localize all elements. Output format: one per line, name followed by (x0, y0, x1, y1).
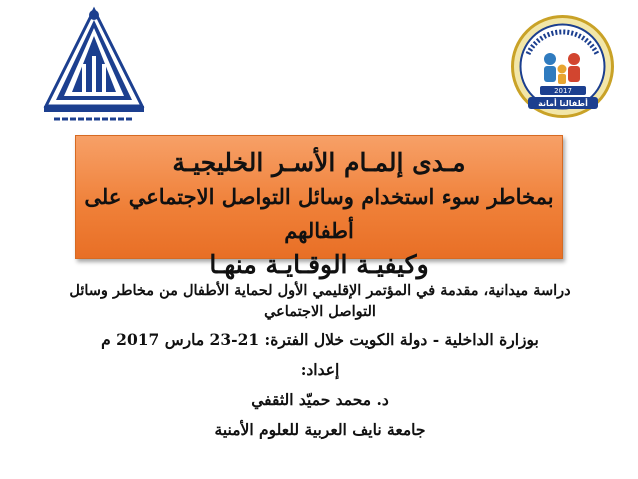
slide-body (60, 280, 580, 442)
study-description-line-2: التواصل الاجتماعي (264, 303, 376, 320)
prepared-by-label: إعداد: (300, 360, 340, 379)
title-box (75, 135, 563, 279)
university-name: جامعة نايف العربية للعلوم الأمنية (214, 420, 426, 439)
logo-year-text: 2017 (554, 87, 572, 95)
ministry-line: بوزارة الداخلية - دولة الكويت خلال الفترة: 21-23 مارس 2017 م (101, 330, 539, 349)
author-name: د. محمد حميّد الثقفي (251, 390, 389, 409)
child-protection-conference-logo (510, 14, 615, 119)
title-line-3: وكيفيـة الوقـايـة منهـا (209, 250, 429, 279)
logo-bottom-text: أطفالنا أمانة (538, 99, 588, 108)
title-line-2: بمخاطر سوء استخدام وسائل التواصل الاجتماعي على أطفالهم (84, 184, 554, 243)
study-description-line-1: دراسة ميدانية، مقدمة في المؤتمر الإقليمي الأول لحماية الأطفال من مخاطر وسائل (69, 282, 571, 299)
title-line-1: مـدى إلمـام الأسـر الخليجيـة (172, 148, 466, 177)
naif-university-logo (38, 6, 150, 128)
